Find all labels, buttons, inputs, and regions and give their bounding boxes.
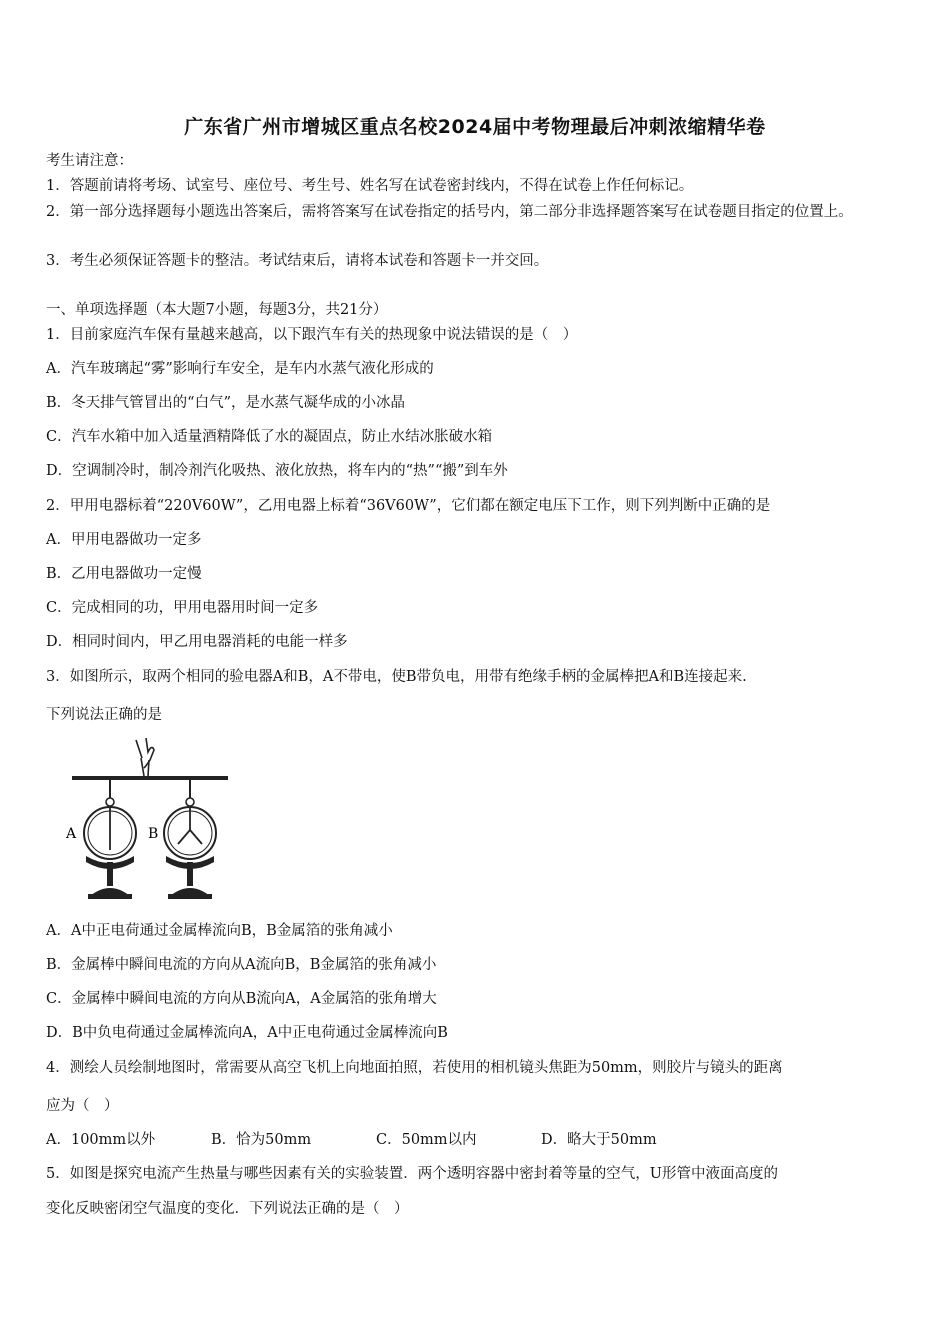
question-2-stem: 2．甲用电器标着“220V60W”，乙用电器上标着“36V60W”，它们都在额定电压下工作，则下列判断中正确的是 xyxy=(46,498,771,514)
question-3-stem-line-2: 下列说法正确的是 xyxy=(46,707,162,723)
question-1-option-c: C．汽车水箱中加入适量酒精降低了水的凝固点，防止水结冰胀破水箱 xyxy=(46,429,493,445)
question-1-option-a: A．汽车玻璃起“雾”影响行车安全，是车内水蒸气液化形成的 xyxy=(46,361,434,377)
question-3-option-a: A．A中正电荷通过金属棒流向B，B金属箔的张角减小 xyxy=(46,923,393,939)
question-4-option-b: B．恰为50mm xyxy=(211,1132,312,1148)
page-title: 广东省广州市增城区重点名校2024届中考物理最后冲刺浓缩精华卷 xyxy=(184,116,766,138)
question-4-stem-line-1: 4．测绘人员绘制地图时，常需要从高空飞机上向地面拍照，若使用的相机镜头焦距为50mm，则胶片与镜头的距离 xyxy=(46,1060,783,1076)
metal-rod xyxy=(72,776,228,780)
question-4-options xyxy=(46,1129,906,1151)
section-heading: 一、单项选择题（本大题7小题，每题3分，共21分） xyxy=(46,302,388,318)
question-2-option-a: A．甲用电器做功一定多 xyxy=(46,532,202,548)
question-4-stem-line-2: 应为（ ） xyxy=(46,1098,119,1114)
electroscope-b xyxy=(164,780,216,899)
question-1-option-b: B．冬天排气管冒出的“白气”，是水蒸气凝华成的小冰晶 xyxy=(46,395,405,411)
question-2-option-d: D．相同时间内，甲乙用电器消耗的电能一样多 xyxy=(46,634,348,650)
label-a: A xyxy=(66,826,77,842)
notice-item-2: 2．第一部分选择题每小题选出答案后，需将答案写在试卷指定的括号内，第二部分非选择题答案写在试卷题目指定的位置上。 xyxy=(46,204,853,220)
notice-item-1: 1．答题前请将考场、试室号、座位号、考生号、姓名写在试卷密封线内，不得在试卷上作任何标记。 xyxy=(46,178,694,194)
question-3-option-b: B．金属棒中瞬间电流的方向从A流向B，B金属箔的张角减小 xyxy=(46,957,437,973)
question-3-stem-line-1: 3．如图所示，取两个相同的验电器A和B，A不带电，使B带负电，用带有绝缘手柄的金属棒把A和B连接起来. xyxy=(46,669,747,685)
question-3-option-c: C．金属棒中瞬间电流的方向从B流向A，A金属箔的张角增大 xyxy=(46,991,437,1007)
question-5-stem-line-2: 变化反映密闭空气温度的变化．下列说法正确的是（ ） xyxy=(46,1201,409,1217)
question-3-option-d: D．B中负电荷通过金属棒流向A，A中正电荷通过金属棒流向B xyxy=(46,1025,448,1041)
question-2-option-b: B．乙用电器做功一定慢 xyxy=(46,566,202,582)
electroscope-figure xyxy=(62,738,234,902)
notice-heading: 考生请注意： xyxy=(46,153,133,169)
question-4-option-c: C．50mm以内 xyxy=(376,1132,477,1148)
question-1-option-d: D．空调制冷时，制冷剂汽化吸热、液化放热，将车内的“热”“搬”到车外 xyxy=(46,463,508,479)
label-b: B xyxy=(148,826,159,842)
electroscope-a xyxy=(84,780,136,899)
question-4-option-a: A．100mm以外 xyxy=(46,1132,156,1148)
question-5-stem-line-1: 5．如图是探究电流产生热量与哪些因素有关的实验装置．两个透明容器中密封着等量的空气，U形管中液面高度的 xyxy=(46,1166,778,1182)
question-4-option-d: D．略大于50mm xyxy=(541,1132,657,1148)
question-1-stem: 1．目前家庭汽车保有量越来越高，以下跟汽车有关的热现象中说法错误的是（ ） xyxy=(46,327,578,343)
notice-item-3: 3．考生必须保证答题卡的整洁。考试结束后，请将本试卷和答题卡一并交回。 xyxy=(46,253,549,269)
question-2-option-c: C．完成相同的功，甲用电器用时间一定多 xyxy=(46,600,319,616)
